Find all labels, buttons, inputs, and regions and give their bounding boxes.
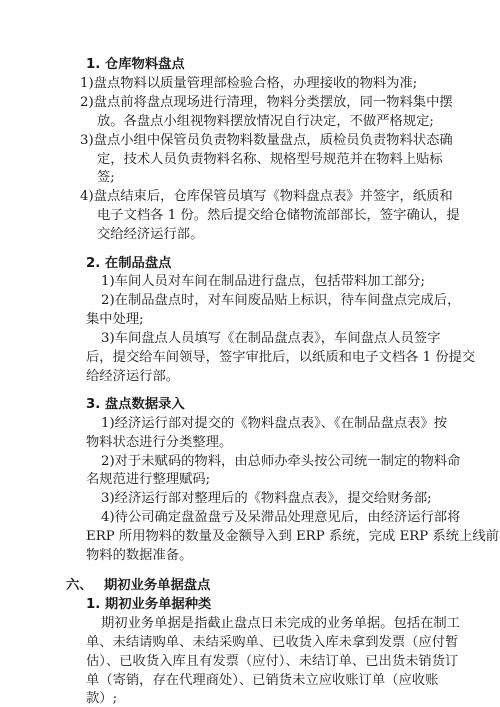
section-heading: 2. 在制品盘点 [86, 256, 172, 271]
text-line: 定，技术人员负责物料名称、规格型号规范并在物料上贴标 [97, 152, 443, 167]
text-line: 4)待公司确定盘盈盘亏及呆滞品处理意见后，由经济运行部将 [101, 510, 461, 525]
text-line: 3)盘点小组中保管员负责物料数量盘点，质检员负责物料状态确 [80, 133, 453, 148]
text-line: 2)对于未赋码的物料，由总师办牵头按公司统一制定的物料命 [101, 454, 461, 469]
text-line: 1)盘点物料以质量管理部检验合格，办理接收的物料为准; [80, 76, 418, 91]
chapter-heading: 期初业务单据盘点 [104, 578, 211, 593]
text-line: 3)经济运行部对整理后的《物料盘点表》，提交给财务部; [101, 491, 432, 506]
text-line: 单、未结请购单、未结采购单、已收货入库未拿到发票（应付暂 [86, 635, 459, 650]
text-line: 3)车间盘点人员填写《在制品盘点表》，车间盘点人员签字 [101, 331, 441, 346]
text-line: 1)经济运行部对提交的《物料盘点表》、《在制品盘点表》按 [101, 416, 448, 431]
text-line: 签; [97, 170, 115, 185]
section-heading: 1. 期初业务单据种类 [86, 597, 212, 612]
text-line: 电子文档各 1 份。然后提交给仓储物流部部长，签字确认，提 [97, 208, 460, 223]
text-line: 款）; [86, 691, 118, 706]
text-line: 交给经济运行部。 [97, 227, 204, 242]
section-heading: 1. 仓库物料盘点 [86, 57, 185, 72]
text-line: 名规范进行整理赋码; [86, 472, 211, 487]
text-line: 集中处理; [86, 312, 144, 327]
text-line: 2)盘点前将盘点现场进行清理，物料分类摆放，同一物料集中摆 [80, 95, 453, 110]
text-line: ERP 所用物料的数量及金额导入到 ERP 系统，完成 ERP 系统上线前 [86, 529, 499, 544]
text-line: 期初业务单据是指截止盘点日未完成的业务单据。包括在制工 [101, 616, 461, 631]
text-line: 后，提交给车间领导，签字审批后，以纸质和电子文档各 1 份提交 [86, 350, 476, 365]
text-line: 物料的数据准备。 [86, 548, 193, 563]
text-line: 物料状态进行分类整理。 [86, 435, 233, 450]
section-heading: 3. 盘点数据录入 [86, 397, 185, 412]
chapter-number: 六、 [66, 578, 93, 593]
text-line: 4)盘点结束后，仓库保管员填写《物料盘点表》并签字，纸质和 [80, 189, 453, 204]
text-line: 估）、已收货入库且有发票（应付）、未结订单、已出货未销货订 [86, 654, 459, 669]
text-line: 2)在制品盘点时，对车间废品贴上标识，待车间盘点完成后， [101, 293, 461, 308]
text-line: 1)车间人员对车间在制品进行盘点，包括带料加工部分; [101, 274, 425, 289]
text-line: 给经济运行部。 [86, 369, 180, 384]
text-line: 放。各盘点小组视物料摆放情况自行决定，不做严格规定; [97, 114, 434, 129]
text-line: 单（寄销，存在代理商处）、已销货未立应收账订单（应收账 [86, 673, 439, 688]
